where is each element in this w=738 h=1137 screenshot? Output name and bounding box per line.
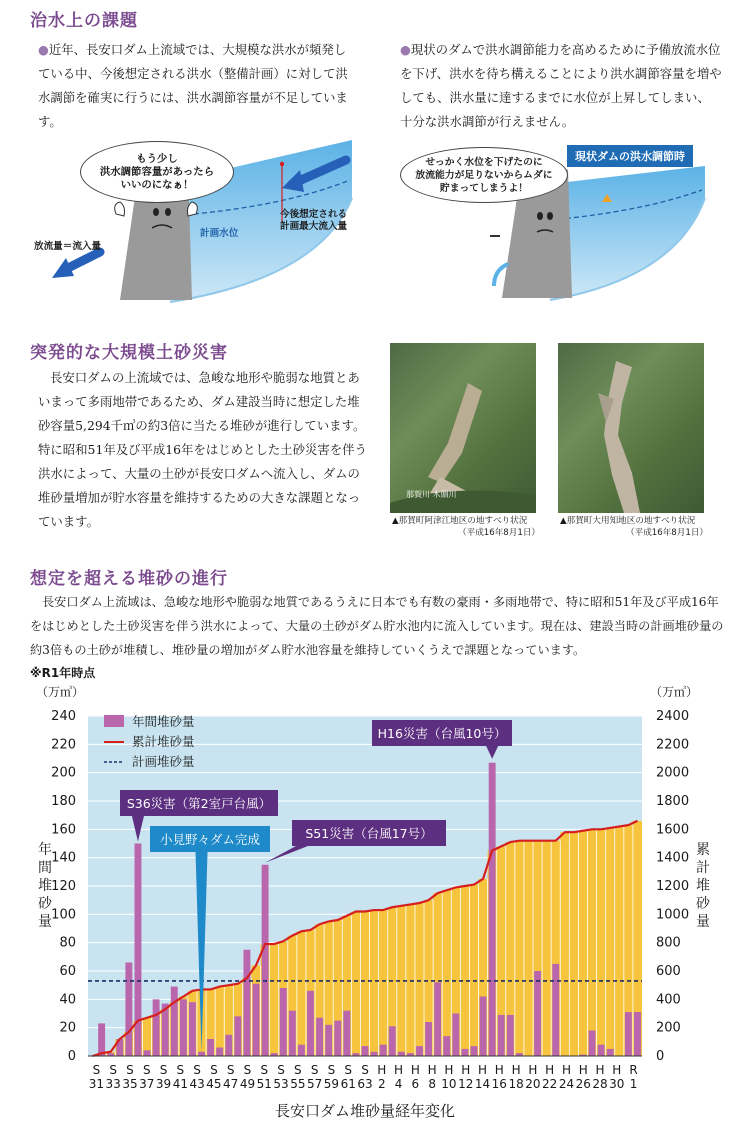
right-tick-label: 1400 — [656, 850, 690, 866]
x-tick-era: S — [260, 1063, 269, 1077]
annual-bar — [153, 999, 160, 1056]
x-tick-year: 14 — [474, 1077, 491, 1091]
river-label: 那賀川 木頭川 — [406, 490, 457, 499]
right-tick-label: 1200 — [656, 879, 690, 894]
x-tick-era: H — [444, 1063, 454, 1077]
x-tick-year: 8 — [428, 1077, 436, 1091]
right-axis-label-char: 計 — [696, 860, 710, 876]
annual-bar — [498, 1015, 505, 1056]
annual-bar — [598, 1045, 605, 1056]
annual-bar — [216, 1048, 223, 1057]
right-tick-label: 400 — [656, 992, 681, 1008]
sediment-chart — [0, 680, 738, 1137]
landslide-photo-atsue-image — [390, 343, 536, 513]
x-tick-year: 20 — [525, 1077, 541, 1091]
x-tick-era: S — [210, 1063, 218, 1077]
left-tick-label: 0 — [67, 1049, 76, 1064]
x-tick-era: H — [410, 1063, 420, 1077]
max-inflow-label-1: 今後想定される — [280, 209, 348, 220]
x-tick-year: 28 — [592, 1077, 608, 1091]
bullet-icon: ● — [400, 42, 411, 57]
bullet-icon: ● — [38, 42, 49, 57]
annual-bar — [180, 999, 187, 1056]
annual-bar — [471, 1046, 478, 1056]
annual-bar — [189, 1002, 196, 1056]
right-tick-label: 600 — [656, 964, 681, 979]
x-tick-year: 43 — [189, 1077, 205, 1091]
photo2-caption-date: （平成16年8月1日） — [626, 528, 709, 538]
section2-heading: 突発的な大規模土砂災害 — [30, 343, 228, 363]
annual-bar — [534, 971, 541, 1056]
annual-bar — [225, 1035, 232, 1056]
x-tick-year: 51 — [256, 1077, 272, 1091]
left-tick-label: 180 — [51, 794, 76, 809]
annual-bar — [243, 950, 250, 1056]
annual-bar — [634, 1012, 641, 1056]
x-tick-era: S — [226, 1063, 235, 1077]
x-tick-era: S — [142, 1063, 151, 1077]
x-tick-year: 55 — [290, 1077, 306, 1091]
x-tick-year: 49 — [239, 1077, 256, 1091]
right-tick-label: 2400 — [656, 709, 690, 724]
right-tick-label: 0 — [656, 1049, 665, 1064]
annual-bar — [298, 1045, 305, 1056]
annual-bar — [452, 1014, 459, 1057]
legend-label-annual: 年間堆砂量 — [132, 714, 195, 729]
x-tick-year: 63 — [357, 1077, 373, 1091]
annual-bar — [307, 991, 314, 1056]
callout-label: S51災害（台風17号） — [305, 826, 433, 841]
left-tick-label: 240 — [51, 709, 76, 724]
left-tick-label: 120 — [51, 879, 76, 894]
x-tick-year: 10 — [441, 1077, 457, 1091]
photo2-caption: ▲那賀町大用知地区の地すべり状況 — [560, 516, 696, 526]
left-axis-label-char: 砂 — [38, 896, 52, 912]
x-tick-year: 18 — [508, 1077, 524, 1091]
x-tick-year: 16 — [491, 1077, 507, 1091]
left-tick-label: 60 — [59, 964, 76, 979]
x-tick-era: S — [310, 1063, 319, 1077]
x-tick-era: S — [92, 1063, 101, 1077]
annual-bar — [380, 1045, 387, 1056]
x-tick-year: 35 — [122, 1077, 138, 1091]
x-tick-era: S — [294, 1063, 302, 1077]
annual-bar — [125, 963, 132, 1057]
x-tick-year: 2 — [377, 1077, 386, 1091]
right-axis-label-char: 砂 — [696, 896, 710, 912]
x-tick-year: 41 — [172, 1077, 188, 1091]
annual-bar — [371, 1052, 378, 1056]
section1-heading: 治水上の課題 — [30, 11, 138, 31]
x-tick-era: S — [193, 1063, 201, 1077]
annual-bar — [280, 988, 287, 1056]
annual-bar — [198, 1052, 205, 1056]
left-tick-label: 40 — [59, 992, 76, 1008]
x-tick-era: H — [561, 1063, 571, 1077]
annual-bar — [416, 1046, 423, 1056]
photo1-caption-date: （平成16年8月1日） — [458, 528, 541, 538]
x-tick-year: 59 — [323, 1077, 340, 1091]
left-axis-label-char: 年 — [38, 842, 52, 858]
annual-bar — [425, 1022, 432, 1056]
annual-bar — [234, 1016, 241, 1056]
x-tick-era: R — [629, 1063, 638, 1077]
annual-bar — [262, 865, 269, 1056]
speech-bubble-left: もう少し 洪水調節容量があったら いいのになぁ！ — [80, 141, 234, 203]
x-tick-era: S — [176, 1063, 185, 1077]
left-tick-label: 140 — [51, 850, 76, 866]
callout-label: 小見野々ダム完成 — [159, 832, 261, 847]
left-tick-label: 100 — [51, 907, 76, 923]
annual-bar — [434, 982, 441, 1056]
x-tick-year: 30 — [609, 1077, 625, 1091]
x-tick-era: H — [394, 1063, 404, 1077]
x-tick-era: H — [511, 1063, 521, 1077]
x-tick-year: 47 — [223, 1077, 239, 1091]
section3-text: 長安口ダム上流域は、急峻な地形や脆弱な地質であるうえに日本でも有数の豪雨・多雨地帯で、特に昭和51年及び平成16年をはじめとした土砂災害を伴う洪水によって、大量の土砂がダム貯水池内に流入しています。現在は、建設当時の計画堆砂量の約3倍もの土砂が堆積し、堆砂量の増加がダム貯水池容量を維持していくうえで課題となっています。 — [30, 595, 724, 657]
right-tick-label: 1800 — [656, 794, 690, 809]
annual-bar — [625, 1012, 632, 1056]
left-tick-label: 80 — [59, 935, 76, 951]
x-tick-year: 26 — [575, 1077, 591, 1091]
annual-bar — [552, 964, 559, 1056]
x-tick-era: H — [612, 1063, 622, 1077]
x-tick-era: H — [427, 1063, 437, 1077]
x-tick-era: H — [461, 1063, 471, 1077]
chart-note: ※R1年時点 — [30, 666, 96, 680]
x-tick-year: 4 — [394, 1077, 403, 1091]
outflow-label: 放流量＝流入量 — [34, 241, 102, 252]
annual-bar — [489, 763, 496, 1056]
x-tick-era: H — [578, 1063, 588, 1077]
left-axis-label-char: 間 — [38, 860, 52, 876]
annual-bar — [289, 1011, 296, 1056]
annual-bar — [607, 1049, 614, 1056]
annual-bar — [480, 997, 487, 1057]
annual-bar — [398, 1052, 405, 1056]
left-axis-label-char: 堆 — [38, 878, 52, 894]
annual-bar — [325, 1025, 332, 1056]
x-tick-year: 24 — [558, 1077, 575, 1091]
annual-bar — [443, 1036, 450, 1056]
annual-bar — [589, 1031, 596, 1057]
right-axis-label-char: 堆 — [696, 878, 710, 894]
annual-bar — [98, 1023, 105, 1056]
left-axis-label-char: 量 — [38, 914, 52, 930]
x-tick-era: H — [377, 1063, 387, 1077]
annual-bar — [461, 1049, 468, 1056]
right-axis-unit: （万㎥） — [650, 685, 699, 699]
reservoir-water — [550, 166, 705, 300]
annual-bar — [253, 984, 260, 1056]
x-tick-year: 33 — [105, 1077, 121, 1091]
x-tick-era: H — [477, 1063, 488, 1077]
legend-label-plan: 計画堆砂量 — [132, 754, 195, 769]
right-tick-label: 800 — [656, 935, 681, 951]
x-tick-era: H — [595, 1063, 605, 1077]
annual-bar — [207, 1039, 214, 1056]
max-inflow-label-2: 計画最大流入量 — [280, 221, 348, 232]
x-tick-era: H — [528, 1063, 538, 1077]
speech-bubble-right: せっかく水位を下げたのに 放流能力が足りないからムダに 貯まってしまうよ！ — [400, 147, 568, 203]
left-tick-label: 220 — [51, 737, 76, 753]
landslide-photo-oyochi — [558, 343, 704, 513]
section1-right-text: ●現状のダムで洪水調節能力を高めるために予備放流水位を下げ、洪水を待ち構えることにより洪水調節容量を増やしても、洪水量に達するまでに水位が上昇してしまい、十分な洪水調節が行えません。 — [400, 42, 722, 129]
x-tick-era: S — [327, 1063, 336, 1077]
x-tick-year: 61 — [340, 1077, 356, 1091]
x-tick-year: 39 — [155, 1077, 172, 1091]
x-tick-year: 57 — [306, 1077, 323, 1091]
x-tick-year: 1 — [629, 1077, 638, 1091]
annual-bar — [389, 1026, 396, 1056]
right-axis-label-char: 量 — [696, 914, 710, 930]
x-tick-era: S — [361, 1063, 369, 1077]
x-tick-era: H — [494, 1063, 504, 1077]
annual-bar — [507, 1015, 514, 1056]
x-tick-year: 37 — [139, 1077, 155, 1091]
annual-bar — [171, 987, 178, 1056]
annual-bar — [334, 1021, 341, 1056]
right-tick-label: 2200 — [656, 737, 690, 753]
landslide-photo-atsue — [390, 343, 536, 513]
annual-bar — [362, 1046, 369, 1056]
x-tick-year: 53 — [273, 1077, 289, 1091]
legend-swatch-annual — [104, 715, 124, 727]
x-tick-year: 6 — [411, 1077, 420, 1091]
right-tick-label: 1600 — [656, 822, 690, 838]
left-axis-unit: （万㎥） — [36, 685, 85, 699]
annual-bar — [316, 1018, 323, 1056]
x-tick-year: 45 — [206, 1077, 222, 1091]
section1-left-text: ●近年、長安口ダム上流域では、大規模な洪水が頻発している中、今後想定される洪水（整備計画）に対して洪水調節を確実に行うには、洪水調節容量が不足しています。 — [38, 42, 348, 129]
annual-bar — [343, 1011, 350, 1056]
section3-heading: 想定を超える堆砂の進行 — [30, 569, 228, 589]
x-tick-year: 12 — [458, 1077, 474, 1091]
x-tick-year: 31 — [88, 1077, 105, 1091]
legend-label-cumulative: 累計堆砂量 — [132, 734, 195, 749]
x-tick-era: H — [545, 1063, 555, 1077]
right-tick-label: 1000 — [656, 907, 690, 923]
x-tick-era: S — [243, 1063, 252, 1077]
chart-title: 長安口ダム堆砂量経年変化 — [274, 1102, 456, 1120]
x-tick-era: S — [126, 1063, 134, 1077]
landslide-photo-oyochi-image — [558, 343, 704, 513]
right-tick-label: 2000 — [656, 765, 690, 781]
x-tick-year: 22 — [542, 1077, 558, 1091]
x-tick-era: S — [109, 1063, 117, 1077]
current-dam-tag: 現状ダムの洪水調節時 — [567, 145, 693, 167]
right-axis-label-char: 累 — [696, 842, 710, 858]
section2-text: 長安口ダムの上流域では、急峻な地形や脆弱な地質とあいまって多雨地帯であるため、ダム建設当時に想定した堆砂容量5,294千㎥の約3倍に当たる堆砂が進行しています。特に昭和51年及び平成16年をはじめとした土砂災害を伴う洪水によって、大量の土砂が長安口ダムへ流入し、ダムの堆砂量増加が貯水容量を維持するための大きな課題となっています。 — [38, 370, 367, 529]
callout-label: H16災害（台風10号） — [377, 726, 507, 741]
planned-level-label: 計画水位 — [200, 228, 239, 239]
photo1-caption: ▲那賀町阿津江地区の地すべり状況 — [392, 516, 528, 526]
left-tick-label: 160 — [51, 822, 76, 838]
x-tick-era: S — [344, 1063, 353, 1077]
x-tick-era: S — [277, 1063, 285, 1077]
annual-bar — [144, 1050, 151, 1056]
left-tick-label: 20 — [59, 1020, 76, 1036]
x-tick-era: S — [159, 1063, 168, 1077]
left-tick-label: 200 — [51, 765, 76, 781]
right-tick-label: 200 — [656, 1020, 681, 1036]
callout-label: S36災害（第2室戸台風） — [126, 796, 272, 811]
